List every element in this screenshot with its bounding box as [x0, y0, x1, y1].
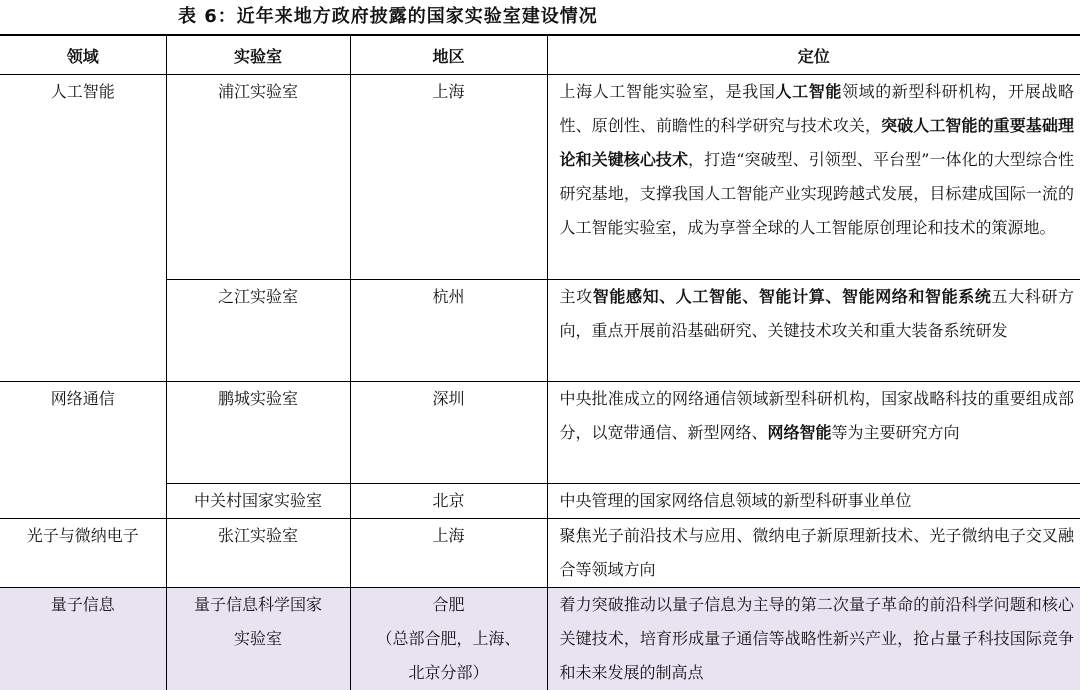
bold-text-segment: 网络智能 [768, 423, 832, 442]
lab-cell [166, 588, 350, 690]
lab-line: 实验室 [167, 622, 350, 656]
region-cell: 上海 [350, 75, 547, 280]
lab-cell: 鹏城实验室 [166, 382, 350, 484]
header-region: 地区 [350, 35, 547, 75]
header-positioning: 定位 [547, 35, 1080, 75]
positioning-cell [547, 280, 1080, 382]
header-field: 领域 [0, 35, 166, 75]
table-row [0, 519, 1080, 588]
header-row [0, 35, 1080, 75]
field-cell: 量子信息 [0, 588, 166, 690]
text-segment: 着力突破推动以量子信息为主导的第二次量子革命的前沿科学问题和核心关键技术，培育形成量子通信等战略性新兴产业，抢占量子科技国际竞争和未来发展的制高点 [560, 595, 1075, 682]
region-cell [350, 588, 547, 690]
text-segment: 中央批准成立的网络通信领域新型科研机构，国家战略科技的重要组成部分，以宽带通信、新型网络、 [560, 389, 1075, 442]
positioning-cell [547, 382, 1080, 484]
region-cell: 深圳 [350, 382, 547, 484]
field-cell: 光子与微纳电子 [0, 519, 166, 588]
text-segment: 主攻 [560, 287, 593, 306]
positioning-cell [547, 484, 1080, 519]
region-line: 合肥 [351, 588, 547, 622]
text-segment: 等为主要研究方向 [832, 423, 960, 442]
region-cell: 北京 [350, 484, 547, 519]
text-segment: 上海人工智能实验室，是我国 [560, 82, 776, 101]
text-segment: ，打造“突破型、引领型、平台型”一体化的大型综合性研究基地，支撑我国人工智能产业实现跨越式发展，目标建成国际一流的人工智能实验室，成为享誉全球的人工智能原创理论和技术的策源地。 [560, 150, 1075, 237]
lab-line: 量子信息科学国家 [167, 588, 350, 622]
table-title: 表 6：近年来地方政府披露的国家实验室建设情况 [178, 2, 598, 32]
header-lab: 实验室 [166, 35, 350, 75]
lab-cell: 浦江实验室 [166, 75, 350, 280]
table-row [0, 75, 1080, 280]
bold-text-segment: 人工智能 [776, 82, 842, 101]
region-cell: 杭州 [350, 280, 547, 382]
text-segment: 聚焦光子前沿技术与应用、微纳电子新原理新技术、光子微纳电子交叉融合等领域方向 [560, 526, 1075, 579]
text-segment: 领域的新型科研机构，开展战略性、原创性、前瞻性的科学研究与技术攻关， [560, 82, 1074, 135]
positioning-cell [547, 75, 1080, 280]
lab-cell: 张江实验室 [166, 519, 350, 588]
bold-text-segment: 突破人工智能的重要基础理论和关键核心技术 [560, 116, 1074, 169]
text-segment: 五大科研方向，重点开展前沿基础研究、关键技术攻关和重大装备系统研发 [560, 287, 1074, 340]
lab-cell: 之江实验室 [166, 280, 350, 382]
lab-cell: 中关村国家实验室 [166, 484, 350, 519]
table-row [0, 382, 1080, 484]
text-segment: 中央管理的国家网络信息领域的新型科研事业单位 [560, 491, 912, 510]
table-row-highlighted [0, 588, 1080, 690]
bold-text-segment: 智能感知、人工智能、智能计算、智能网络和智能系统 [593, 287, 992, 306]
national-labs-table [0, 34, 1080, 690]
positioning-cell [547, 519, 1080, 588]
field-cell: 人工智能 [0, 75, 166, 382]
region-line: （总部合肥，上海、 [351, 622, 547, 656]
region-cell: 上海 [350, 519, 547, 588]
positioning-cell [547, 588, 1080, 690]
field-cell: 网络通信 [0, 382, 166, 519]
region-line: 北京分部） [351, 656, 547, 690]
